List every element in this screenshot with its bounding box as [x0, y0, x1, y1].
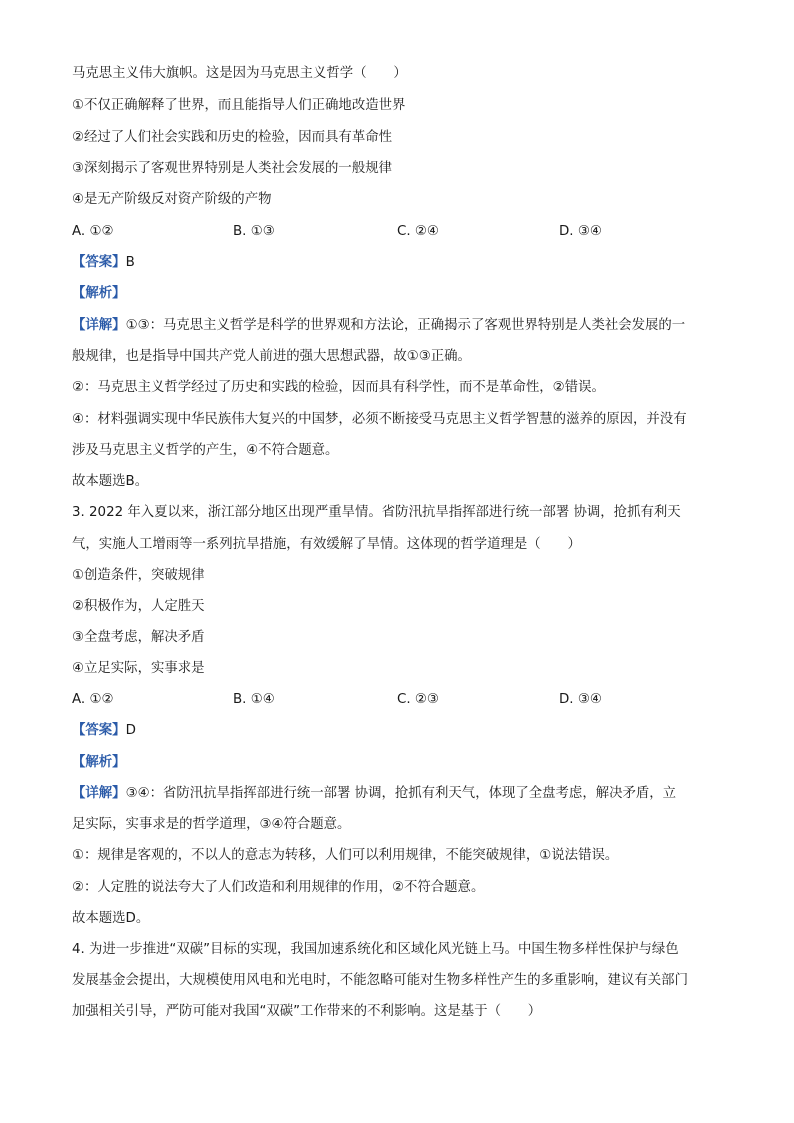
q2-detail-line-1: [72, 316, 732, 336]
q3-detail-line-2: 足实际，实事求是的哲学道理，③④符合题意。: [72, 817, 351, 832]
q3-option-b: B. ①④: [233, 692, 275, 707]
q2-analysis-tag-line: [72, 284, 732, 304]
q3-detail-line-5: 故本题选D。: [72, 911, 150, 926]
q3-option-d: D. ③④: [559, 692, 602, 707]
q3-item-4: ④立足实际，实事求是: [72, 661, 205, 676]
q3-answer-line: [72, 721, 732, 741]
q2-detail-line-5: 涉及马克思主义哲学的产生，④不符合题意。: [72, 443, 339, 458]
q2-detail-tag: 【详解】: [72, 318, 126, 333]
q2-item-3: ③深刻揭示了客观世界特别是人类社会发展的一般规律: [72, 161, 392, 176]
q3-detail-line-4: ②：人定胜的说法夸大了人们改造和利用规律的作用，②不符合题意。: [72, 880, 485, 895]
q2-answer-tag: 【答案】: [72, 255, 126, 270]
q3-analysis-tag: 【解析】: [72, 755, 126, 770]
q2-item-2: ②经过了人们社会实践和历史的检验，因而具有革命性: [72, 130, 392, 145]
q3-detail-text-1: ③④：省防汛抗旱指挥部进行统一部署 协调，抢抓有利天气，体现了全盘考虑，解决矛盾，立: [125, 786, 677, 801]
q4-stem-line-1: 4. 为进一步推进“双碳”目标的实现，我国加速系统化和区域化风光链上马。中国生物多样性保护与绿色: [72, 942, 679, 957]
q2-detail-line-4: ④：材料强调实现中华民族伟大复兴的中国梦，必须不断接受马克思主义哲学智慧的滋养的原因，并没有: [72, 412, 687, 427]
q3-item-2: ②积极作为，人定胜天: [72, 599, 205, 614]
q2-options: [72, 222, 732, 242]
q2-stem-tail: 马克思主义伟大旗帜。这是因为马克思主义哲学（ ）: [72, 66, 407, 81]
q2-item-4: ④是无产阶级反对资产阶级的产物: [72, 192, 272, 207]
q2-option-a: A. ①②: [72, 224, 114, 239]
q2-answer-value: B: [125, 255, 135, 270]
q2-item-1: ①不仅正确解释了世界，而且能指导人们正确地改造世界: [72, 98, 406, 113]
q2-option-b: B. ①③: [233, 224, 275, 239]
q2-detail-text-1: ①③：马克思主义哲学是科学的世界观和方法论，正确揭示了客观世界特别是人类社会发展的一: [125, 318, 686, 333]
q3-stem-line-2: 气，实施人工增雨等一系列抗旱措施，有效缓解了旱情。这体现的哲学道理是（ ）: [72, 537, 581, 552]
q3-stem-line-1: 3. 2022 年入夏以来，浙江部分地区出现严重旱情。省防汛抗旱指挥部进行统一部署 协调，抢抓有利天: [72, 505, 681, 520]
q4-stem-line-2: 发展基金会提出，大规模使用风电和光电时，不能忽略可能对生物多样性产生的多重影响，建议有关部门: [72, 973, 688, 988]
q2-detail-line-6: 故本题选B。: [72, 474, 149, 489]
q3-options: [72, 690, 732, 710]
q2-option-d: D. ③④: [559, 224, 602, 239]
q3-analysis-tag-line: [72, 753, 732, 773]
q2-detail-line-3: ②：马克思主义哲学经过了历史和实践的检验，因而具有科学性，而不是革命性，②错误。: [72, 380, 605, 395]
q2-answer-line: [72, 253, 732, 273]
q3-answer-tag: 【答案】: [72, 723, 126, 738]
q3-detail-tag: 【详解】: [72, 786, 126, 801]
q2-option-c: C. ②④: [397, 224, 439, 239]
q3-detail-line-1: [72, 784, 732, 804]
q2-detail-line-2: 般规律，也是指导中国共产党人前进的强大思想武器，故①③正确。: [72, 349, 471, 364]
q3-option-a: A. ①②: [72, 692, 114, 707]
q3-item-1: ①创造条件，突破规律: [72, 568, 205, 583]
q3-answer-value: D: [125, 723, 136, 738]
q3-item-3: ③全盘考虑，解决矛盾: [72, 630, 205, 645]
q2-analysis-tag: 【解析】: [72, 286, 126, 301]
q4-stem-line-3: 加强相关引导，严防可能对我国“双碳”工作带来的不利影响。这是基于（ ）: [72, 1004, 542, 1019]
q3-option-c: C. ②③: [397, 692, 439, 707]
q3-detail-line-3: ①：规律是客观的，不以人的意志为转移，人们可以利用规律，不能突破规律，①说法错误。: [72, 848, 619, 863]
